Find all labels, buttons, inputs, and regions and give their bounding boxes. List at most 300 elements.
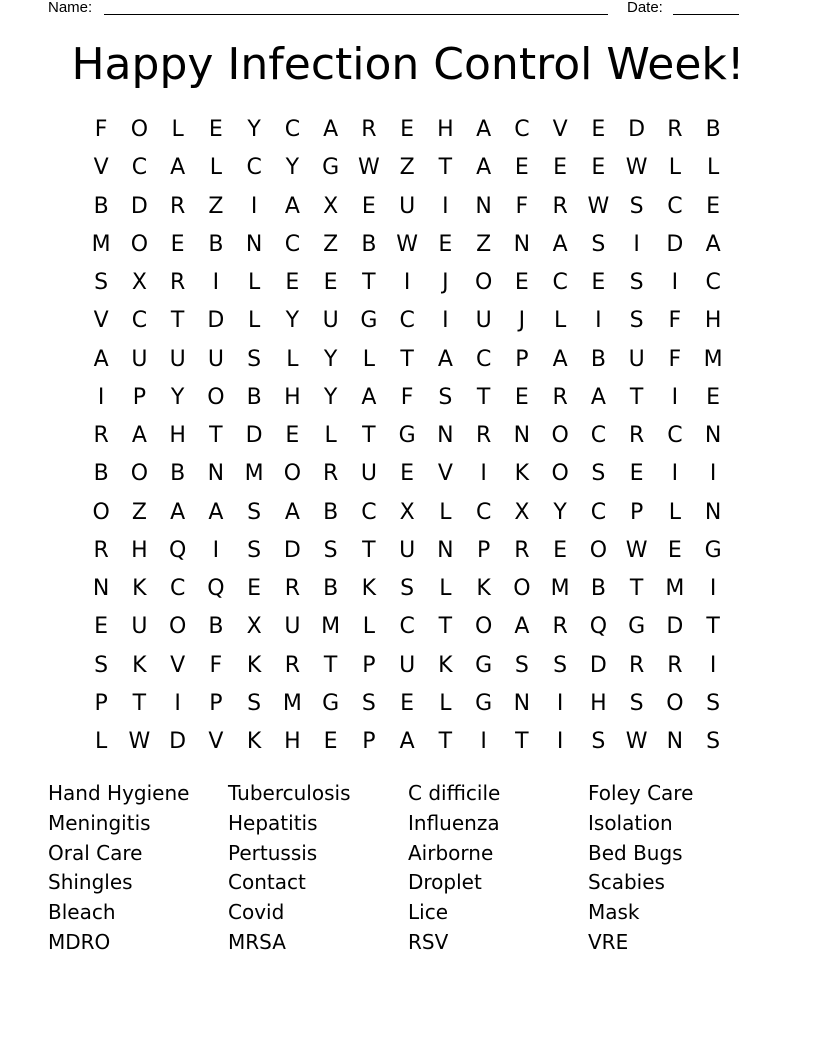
grid-cell: T <box>362 537 376 563</box>
grid-cell: G <box>628 614 646 640</box>
grid-cell: N <box>437 423 454 449</box>
grid-cell: Z <box>323 231 339 257</box>
grid-cell: C <box>514 117 530 143</box>
grid-cell: I <box>709 652 717 678</box>
grid-cell: C <box>284 231 301 257</box>
grid-cell: O <box>92 499 110 525</box>
grid-cell: U <box>399 652 416 678</box>
grid-cell: K <box>361 576 377 602</box>
word-list-item: Airborne <box>408 840 494 865</box>
word-list-item: VRE <box>588 929 629 954</box>
grid-cell: R <box>667 117 683 143</box>
grid-cell: O <box>130 231 149 257</box>
grid-cell: P <box>476 537 491 563</box>
grid-cell: I <box>97 384 105 410</box>
grid-cell: N <box>513 231 531 257</box>
grid-cell: G <box>475 690 493 716</box>
grid-cell: U <box>628 346 645 372</box>
grid-cell: T <box>132 690 147 716</box>
grid-cell: K <box>514 461 530 487</box>
grid-cell: E <box>438 231 453 257</box>
grid-cell: B <box>170 461 186 487</box>
grid-cell: W <box>357 155 380 181</box>
grid-cell: B <box>323 499 339 525</box>
grid-cell: S <box>629 193 644 219</box>
grid-cell: L <box>286 346 299 372</box>
grid-cell: R <box>475 423 492 449</box>
grid-cell: G <box>398 423 416 449</box>
grid-cell: O <box>207 384 225 410</box>
grid-cell: R <box>514 537 530 563</box>
grid-cell: O <box>130 117 149 143</box>
grid-cell: U <box>284 614 301 640</box>
grid-cell: E <box>208 117 223 143</box>
grid-cell: L <box>362 614 375 640</box>
grid-cell: K <box>246 652 262 678</box>
grid-cell: U <box>360 461 377 487</box>
grid-cell: P <box>629 499 644 525</box>
grid-cell: I <box>212 537 220 563</box>
grid-cell: L <box>668 155 681 181</box>
grid-cell: X <box>131 270 147 296</box>
grid-cell: E <box>247 576 262 602</box>
word-list-item: Influenza <box>408 810 500 835</box>
grid-cell: E <box>285 270 300 296</box>
grid-cell: W <box>396 231 418 257</box>
grid-cell: S <box>247 690 262 716</box>
grid-cell: V <box>552 117 568 143</box>
grid-cell: J <box>442 270 449 296</box>
grid-cell: B <box>208 614 224 640</box>
date-label: Date: <box>627 0 663 16</box>
grid-cell: M <box>91 231 111 257</box>
grid-cell: N <box>437 537 454 563</box>
grid-cell: T <box>438 155 453 181</box>
grid-cell: L <box>171 117 184 143</box>
grid-cell: E <box>400 461 415 487</box>
word-list-item: Bleach <box>48 900 116 925</box>
grid-cell: K <box>476 576 491 602</box>
grid-cell: A <box>476 117 492 143</box>
grid-cell: X <box>323 193 339 219</box>
grid-cell: S <box>438 384 453 410</box>
grid-cell: S <box>400 576 415 602</box>
grid-cell: A <box>476 155 492 181</box>
grid-cell: L <box>324 423 337 449</box>
word-list-item: Droplet <box>408 870 482 895</box>
grid-cell: R <box>552 193 568 219</box>
grid-cell: O <box>513 576 531 602</box>
grid-cell: A <box>208 499 224 525</box>
grid-cell: D <box>130 193 148 219</box>
grid-cell: O <box>666 690 684 716</box>
date-line <box>673 14 739 15</box>
grid-cell: E <box>591 155 606 181</box>
grid-cell: F <box>668 346 682 372</box>
word-list-item: Lice <box>408 900 448 925</box>
grid-cell: N <box>513 423 531 449</box>
grid-cell: E <box>514 270 529 296</box>
grid-cell: E <box>706 384 721 410</box>
grid-cell: O <box>474 614 493 640</box>
grid-cell: C <box>590 499 607 525</box>
grid-cell: O <box>551 423 569 449</box>
grid-cell: I <box>709 576 717 602</box>
grid-cell: H <box>437 117 454 143</box>
grid-cell: S <box>629 308 644 334</box>
word-list-item: Pertussis <box>228 840 318 865</box>
grid-cell: C <box>667 423 683 449</box>
grid-cell: H <box>131 537 148 563</box>
grid-cell: H <box>590 690 607 716</box>
grid-cell: R <box>169 193 186 219</box>
grid-cell: E <box>323 729 338 755</box>
word-list-item: Meningitis <box>48 810 151 835</box>
grid-cell: T <box>438 614 453 640</box>
grid-cell: G <box>322 155 340 181</box>
grid-cell: H <box>704 308 722 334</box>
grid-cell: N <box>475 193 492 219</box>
grid-cell: L <box>553 308 567 334</box>
grid-cell: E <box>170 231 185 257</box>
grid-cell: M <box>703 346 723 372</box>
grid-cell: R <box>93 537 109 563</box>
grid-cell: A <box>284 499 300 525</box>
grid-cell: B <box>246 384 262 410</box>
grid-cell: C <box>475 499 492 525</box>
grid-cell: E <box>706 193 721 219</box>
grid-cell: Y <box>285 308 300 334</box>
word-list-item: Foley Care <box>588 781 694 805</box>
grid-cell: B <box>93 193 109 219</box>
grid-cell: R <box>552 614 568 640</box>
grid-cell: V <box>208 729 224 755</box>
grid-cell: C <box>131 308 148 334</box>
grid-cell: D <box>207 308 225 334</box>
grid-cell: I <box>480 461 487 487</box>
grid-cell: E <box>400 117 415 143</box>
grid-cell: L <box>247 270 261 296</box>
grid-cell: R <box>361 117 377 143</box>
grid-cell: R <box>628 652 645 678</box>
grid-cell: T <box>629 384 644 410</box>
grid-cell: X <box>246 614 262 640</box>
grid-cell: M <box>665 576 685 602</box>
grid-cell: N <box>704 423 722 449</box>
grid-cell: Y <box>323 346 338 372</box>
grid-cell: B <box>323 576 339 602</box>
grid-cell: P <box>362 652 376 678</box>
grid-cell: A <box>170 155 186 181</box>
grid-cell: A <box>131 423 147 449</box>
grid-cell: C <box>284 117 301 143</box>
grid-cell: S <box>706 690 721 716</box>
grid-cell: L <box>94 729 108 755</box>
grid-cell: S <box>94 270 109 296</box>
grid-cell: U <box>322 308 339 334</box>
grid-cell: F <box>515 193 529 219</box>
grid-cell: D <box>589 652 607 678</box>
grid-cell: I <box>671 384 679 410</box>
grid-cell: L <box>439 499 452 525</box>
grid-cell: E <box>667 537 682 563</box>
grid-cell: E <box>514 384 529 410</box>
grid-cell: R <box>284 652 301 678</box>
grid-cell: O <box>168 614 187 640</box>
word-list-item: Contact <box>228 870 306 895</box>
grid-cell: N <box>666 729 684 755</box>
grid-cell: S <box>553 652 568 678</box>
grid-cell: P <box>515 346 529 372</box>
word-list-item: Shingles <box>48 870 133 895</box>
grid-cell: T <box>362 423 376 449</box>
grid-cell: F <box>209 652 223 678</box>
grid-cell: Q <box>168 537 187 563</box>
grid-cell: C <box>590 423 607 449</box>
grid-cell: Y <box>323 384 338 410</box>
grid-cell: U <box>207 346 224 372</box>
grid-cell: O <box>551 461 569 487</box>
grid-cell: L <box>439 576 452 602</box>
grid-cell: I <box>174 690 181 716</box>
grid-cell: P <box>132 384 147 410</box>
grid-cell: Q <box>589 614 608 640</box>
grid-cell: I <box>671 461 679 487</box>
grid-cell: N <box>92 576 110 602</box>
grid-cell: S <box>591 231 606 257</box>
grid-cell: C <box>361 499 377 525</box>
grid-cell: R <box>284 576 301 602</box>
grid-cell: Y <box>285 155 300 181</box>
grid-cell: O <box>283 461 302 487</box>
grid-cell: T <box>438 729 453 755</box>
grid-cell: W <box>625 729 648 755</box>
name-label: Name: <box>48 0 93 16</box>
grid-cell: E <box>94 614 109 640</box>
grid-cell: U <box>131 614 148 640</box>
grid-cell: H <box>169 423 186 449</box>
grid-cell: G <box>475 652 493 678</box>
word-list-item: Scabies <box>588 870 665 895</box>
grid-cell: H <box>284 729 301 755</box>
grid-cell: L <box>668 499 681 525</box>
grid-cell: B <box>208 231 224 257</box>
grid-cell: I <box>556 690 564 716</box>
grid-cell: W <box>587 193 610 219</box>
grid-cell: I <box>442 193 449 219</box>
grid-cell: G <box>360 308 378 334</box>
grid-cell: Y <box>170 384 185 410</box>
grid-cell: S <box>629 690 644 716</box>
grid-cell: N <box>207 461 225 487</box>
grid-cell: S <box>247 537 262 563</box>
grid-cell: J <box>518 308 526 334</box>
grid-cell: D <box>169 729 187 755</box>
grid-cell: P <box>209 690 223 716</box>
grid-cell: A <box>93 346 109 372</box>
grid-cell: B <box>361 231 377 257</box>
grid-cell: C <box>131 155 148 181</box>
grid-cell: G <box>322 690 340 716</box>
grid-cell: I <box>480 729 487 755</box>
grid-cell: T <box>209 423 223 449</box>
grid-cell: B <box>705 117 721 143</box>
word-list <box>48 779 768 958</box>
grid-cell: O <box>589 537 608 563</box>
word-list-item: Mask <box>588 900 640 925</box>
grid-cell: B <box>93 461 109 487</box>
grid-cell: E <box>285 423 300 449</box>
grid-cell: R <box>322 461 339 487</box>
word-list-item: C difficile <box>408 781 501 805</box>
grid-cell: I <box>212 270 220 296</box>
puzzle-grid <box>82 111 732 761</box>
grid-cell: S <box>94 652 109 678</box>
grid-cell: U <box>169 346 186 372</box>
grid-cell: M <box>282 690 302 716</box>
header-row <box>48 0 768 18</box>
grid-cell: S <box>706 729 721 755</box>
grid-cell: T <box>362 270 376 296</box>
name-line <box>104 14 608 15</box>
grid-cell: F <box>668 308 682 334</box>
grid-cell: M <box>321 614 341 640</box>
grid-cell: L <box>362 346 375 372</box>
grid-cell: D <box>666 614 684 640</box>
grid-cell: C <box>552 270 568 296</box>
grid-cell: R <box>667 652 683 678</box>
grid-cell: D <box>628 117 646 143</box>
grid-cell: I <box>709 461 717 487</box>
grid-cell: C <box>475 346 492 372</box>
word-list-item: Bed Bugs <box>588 840 683 865</box>
grid-cell: B <box>590 576 606 602</box>
grid-cell: U <box>475 308 492 334</box>
grid-cell: E <box>629 461 644 487</box>
grid-cell: Z <box>476 231 492 257</box>
grid-cell: S <box>514 652 529 678</box>
grid-cell: S <box>629 270 644 296</box>
word-list-item: RSV <box>408 929 449 954</box>
grid-cell: M <box>244 461 264 487</box>
grid-cell: V <box>437 461 453 487</box>
grid-cell: T <box>323 652 338 678</box>
grid-cell: A <box>437 346 453 372</box>
grid-cell: X <box>399 499 415 525</box>
grid-cell: S <box>591 729 606 755</box>
grid-cell: I <box>671 270 679 296</box>
grid-cell: F <box>94 117 108 143</box>
grid-cell: Y <box>553 499 567 525</box>
grid-cell: Z <box>208 193 224 219</box>
grid-cell: K <box>438 652 453 678</box>
grid-cell: O <box>130 461 149 487</box>
grid-cell: T <box>515 729 529 755</box>
word-list-item: Tuberculosis <box>228 781 351 805</box>
grid-cell: R <box>552 384 568 410</box>
grid-cell: S <box>591 461 606 487</box>
grid-cell: D <box>666 231 684 257</box>
grid-cell: Z <box>131 499 147 525</box>
grid-cell: A <box>284 193 300 219</box>
grid-cell: Q <box>207 576 225 602</box>
word-list-item: MRSA <box>228 929 286 954</box>
grid-cell: R <box>169 270 186 296</box>
grid-cell: I <box>403 270 411 296</box>
grid-cell: P <box>94 690 108 716</box>
grid-cell: L <box>247 308 261 334</box>
grid-cell: C <box>169 576 186 602</box>
grid-cell: L <box>209 155 222 181</box>
grid-cell: T <box>629 576 644 602</box>
grid-cell: A <box>361 384 377 410</box>
grid-cell: Y <box>247 117 261 143</box>
page-title: Happy Infection Control Week! <box>71 39 745 90</box>
grid-cell: E <box>361 193 376 219</box>
grid-cell: E <box>591 270 606 296</box>
grid-cell: K <box>132 576 147 602</box>
grid-cell: S <box>323 537 338 563</box>
grid-cell: I <box>250 193 258 219</box>
word-list-item: MDRO <box>48 929 111 954</box>
grid-cell: P <box>362 729 376 755</box>
word-list-item: Hand Hygiene <box>48 781 190 805</box>
word-list-item: Hepatitis <box>228 810 318 835</box>
grid-cell: I <box>442 308 449 334</box>
grid-cell: A <box>514 614 530 640</box>
grid-cell: H <box>284 384 301 410</box>
word-list-item: Isolation <box>588 810 673 835</box>
grid-cell: X <box>514 499 530 525</box>
grid-cell: A <box>170 499 186 525</box>
grid-cell: U <box>399 193 416 219</box>
grid-cell: C <box>246 155 262 181</box>
grid-cell: T <box>400 346 414 372</box>
grid-cell: C <box>399 308 415 334</box>
grid-cell: A <box>552 346 568 372</box>
grid-cell: D <box>283 537 301 563</box>
grid-cell: A <box>705 231 721 257</box>
grid-cell: N <box>513 690 531 716</box>
word-list-item: Covid <box>228 900 285 925</box>
grid-cell: C <box>399 614 415 640</box>
grid-cell: R <box>93 423 109 449</box>
grid-cell: E <box>553 155 568 181</box>
grid-cell: A <box>590 384 606 410</box>
grid-cell: S <box>247 346 262 372</box>
grid-cell: A <box>552 231 568 257</box>
grid-cell: A <box>323 117 339 143</box>
grid-cell: U <box>131 346 148 372</box>
grid-cell: T <box>706 614 720 640</box>
grid-cell: O <box>474 270 493 296</box>
grid-cell: D <box>245 423 263 449</box>
grid-cell: W <box>625 537 648 563</box>
grid-cell: M <box>550 576 570 602</box>
grid-cell: E <box>400 690 415 716</box>
grid-cell: S <box>247 499 262 525</box>
grid-cell: E <box>323 270 338 296</box>
grid-cell: L <box>706 155 720 181</box>
grid-cell: V <box>93 308 109 334</box>
grid-cell: G <box>704 537 722 563</box>
grid-cell: T <box>170 308 185 334</box>
grid-cell: I <box>633 231 640 257</box>
grid-cell: T <box>476 384 491 410</box>
grid-cell: R <box>628 423 645 449</box>
grid-cell: L <box>439 690 452 716</box>
grid-cell: C <box>705 270 721 296</box>
